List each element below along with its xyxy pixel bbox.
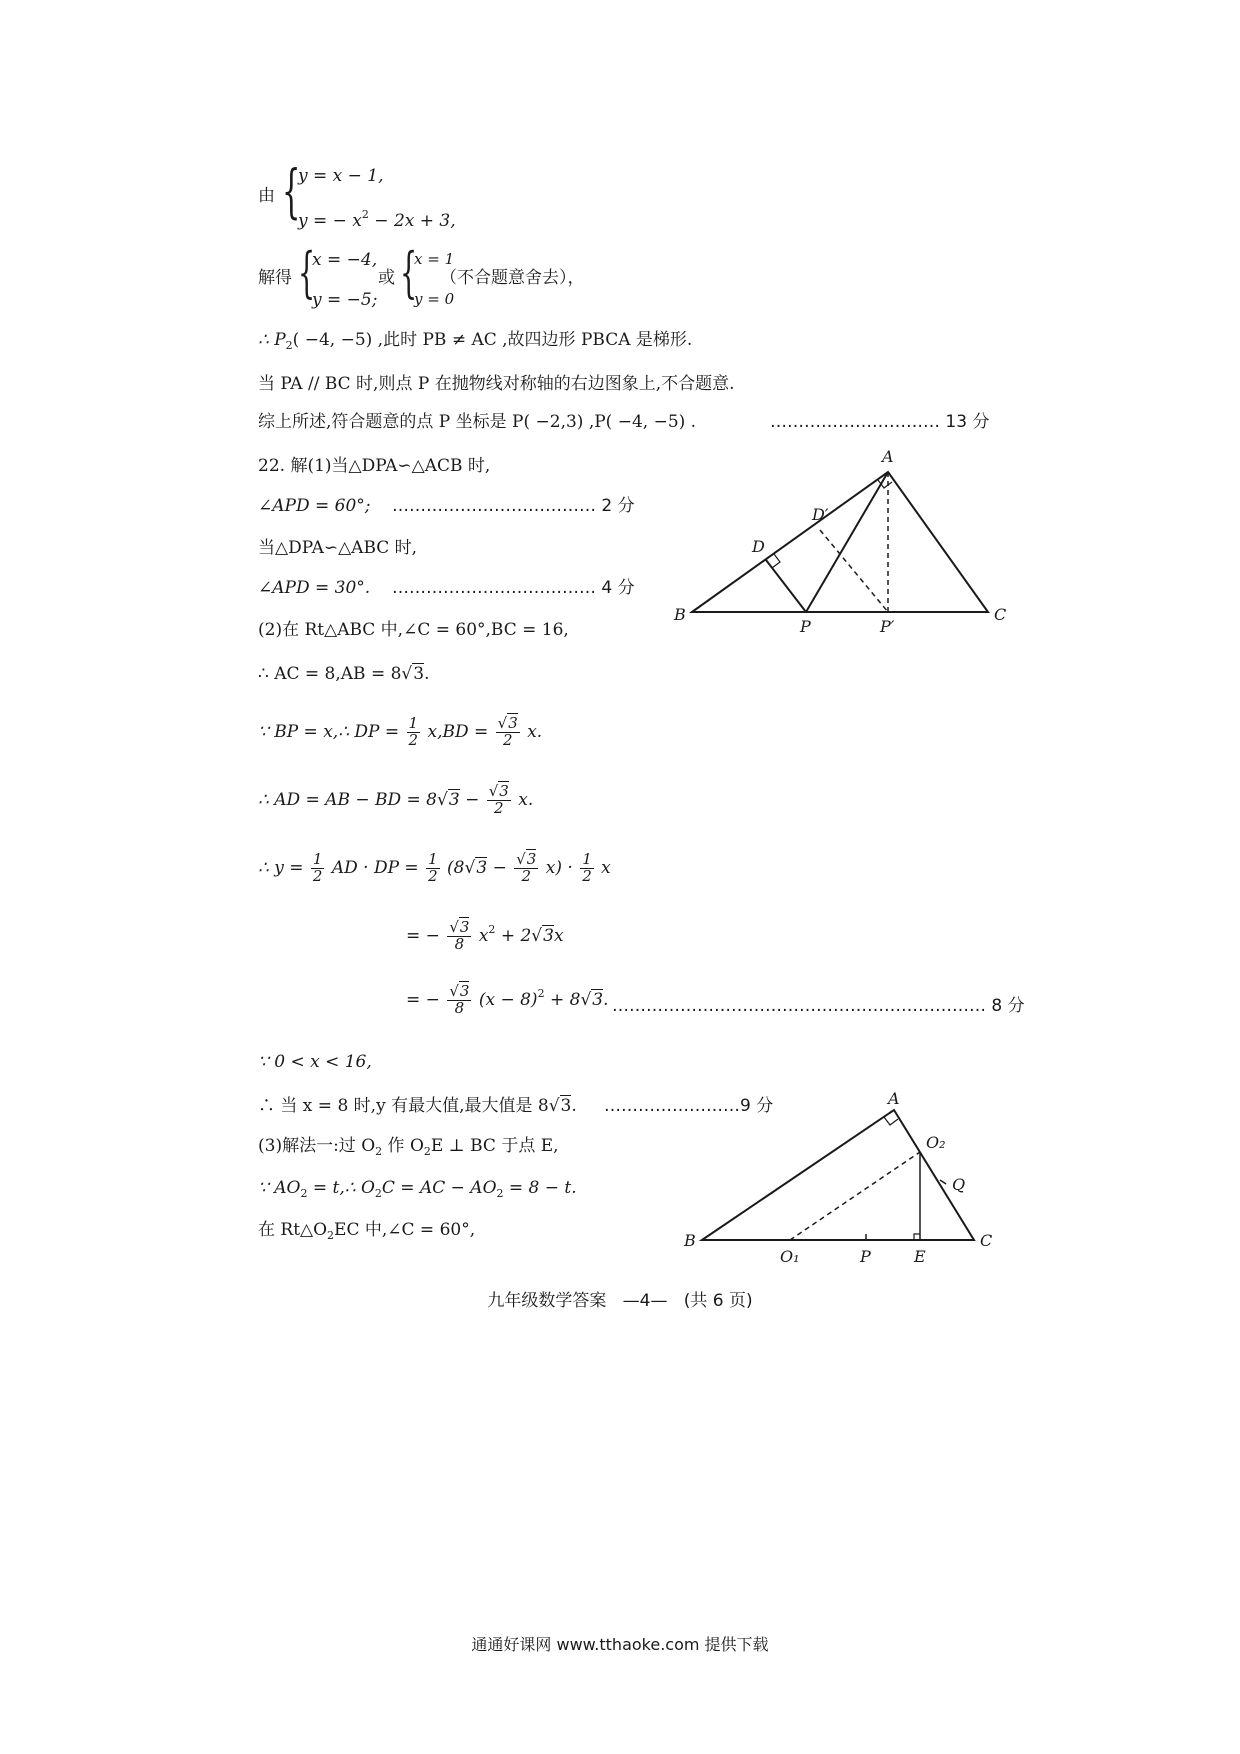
footer-source: 通通好课网 www.tthaoke.com 提供下载	[471, 1635, 769, 1654]
label-o1: O₁	[780, 1247, 800, 1266]
text-y-expression: ∴ y = $\frac{1}{2}$ AD · DP = $\frac{1}{2}$ (8√3 − $\frac{√3}{2}$ x) · $\frac{1}{2}$ x	[258, 850, 611, 885]
solution-y1: y = −5;	[312, 290, 378, 310]
text-pa-parallel: 当 PA // BC 时,则点 P 在抛物线对称轴的右边图象上,不合题意.	[258, 374, 735, 394]
system-label-you: 由	[258, 186, 275, 206]
text-bp-dp-bd: ∵ BP = x,∴ DP = $\frac{1}{2}$ x,BD = $\frac{√3}{2}$ x.	[258, 714, 543, 749]
solution-or: 或	[378, 268, 395, 288]
label-p-prime: P′	[880, 617, 895, 636]
score-4: ……………………………… 4 分	[392, 578, 635, 598]
page-footer	[0, 1286, 1240, 1311]
equation-line-1: y = x − 1,	[298, 166, 384, 186]
label-d: D	[752, 537, 765, 556]
label-p: P	[860, 1247, 871, 1266]
label-e: E	[914, 1247, 926, 1266]
text-ac-ab: ∴ AC = 8,AB = 8√3.	[258, 664, 430, 684]
source-footer	[0, 1632, 1240, 1655]
text-dpa-abc: 当△DPA∽△ABC 时,	[258, 538, 418, 558]
left-brace: {	[298, 241, 316, 304]
left-brace: {	[400, 241, 418, 304]
text-part3: (3)解法一:过 $O_2$ 作 $O_2E$ ⊥ BC 于点 E,	[258, 1136, 559, 1158]
label-a: A	[888, 1090, 900, 1108]
label-p: P	[800, 617, 811, 636]
solution-y2: y = 0	[414, 290, 455, 308]
left-brace: {	[282, 157, 301, 225]
text-summary: 综上所述,符合题意的点 P 坐标是 P( −2,3) ,P( −4, −5) .	[258, 412, 697, 432]
text-ad: ∴ AD = AB − BD = 8√3 − $\frac{√3}{2}$ x.	[258, 782, 534, 817]
footer-page-number: —4—	[622, 1291, 668, 1311]
triangle-abc	[702, 1110, 974, 1240]
equation-line-2: y = − $x^2 - 2x + 3$,	[298, 208, 456, 231]
text-max-value: ∴ 当 x = 8 时,y 有最大值,最大值是 8√3.	[258, 1096, 577, 1116]
solution-x2: x = 1	[414, 250, 455, 268]
right-angle-mark-d	[772, 554, 780, 568]
score-8: ………………………………………………………… 8 分	[612, 996, 1025, 1016]
score-9: ……………………9 分	[604, 1096, 774, 1116]
text-part2: (2)在 Rt△ABC 中,∠C = 60°,BC = 16,	[258, 620, 569, 640]
footer-title: 九年级数学答案	[487, 1291, 607, 1311]
text-p2-trapezoid: ∴ $P_2( -4$, −5) ,此时 PB ≠ AC ,故四边形 PBCA 是梯形.	[258, 330, 693, 352]
text-y-vertex-form: = − $\frac{√3}{8}$ $(x - 8)^2 + 8√3$.	[406, 982, 609, 1017]
label-a: A	[882, 447, 894, 466]
triangle-abc	[692, 472, 988, 612]
segment-ap	[806, 472, 888, 612]
label-b: B	[684, 1231, 696, 1250]
text-apd-60: ∠APD = 60°;	[258, 496, 371, 516]
segment-o1o2	[790, 1152, 920, 1240]
text-y-expanded: = − $\frac{√3}{8}$ $x^2 + 2√3x$	[406, 918, 564, 953]
right-angle-mark-a	[884, 1117, 898, 1125]
label-c: C	[980, 1231, 993, 1250]
label-b: B	[674, 605, 686, 624]
score-2: ……………………………… 2 分	[392, 496, 635, 516]
footer-total-pages: (共 6 页)	[683, 1291, 753, 1311]
solution-x1: x = −4,	[312, 250, 378, 270]
triangle-figure-1	[670, 440, 1010, 640]
label-c: C	[994, 605, 1007, 624]
text-rt-o2ec: 在 $Rt\triangle O_2EC$ 中,∠C = 60°,	[258, 1220, 476, 1242]
label-d-prime: D′	[812, 505, 829, 524]
label-o2: O₂	[926, 1133, 946, 1152]
text-ao2: ∵ $AO_2$ = t,∴ $O_2C$ = AC − $AO_2 = 8 - t$.	[258, 1178, 577, 1200]
tick-q	[940, 1180, 946, 1184]
solution-label: 解得	[258, 268, 292, 288]
text-range: ∵ 0 < x < 16,	[258, 1052, 372, 1072]
label-q: Q	[952, 1175, 966, 1194]
solution-note: （不合题意舍去），	[440, 268, 585, 288]
score-13: ………………………… 13 分	[770, 412, 990, 432]
text-q22-part1: 22. 解(1)当△DPA∽△ACB 时,	[258, 456, 491, 476]
text-apd-30: ∠APD = 30°.	[258, 578, 371, 598]
triangle-figure-2	[680, 1090, 1010, 1270]
